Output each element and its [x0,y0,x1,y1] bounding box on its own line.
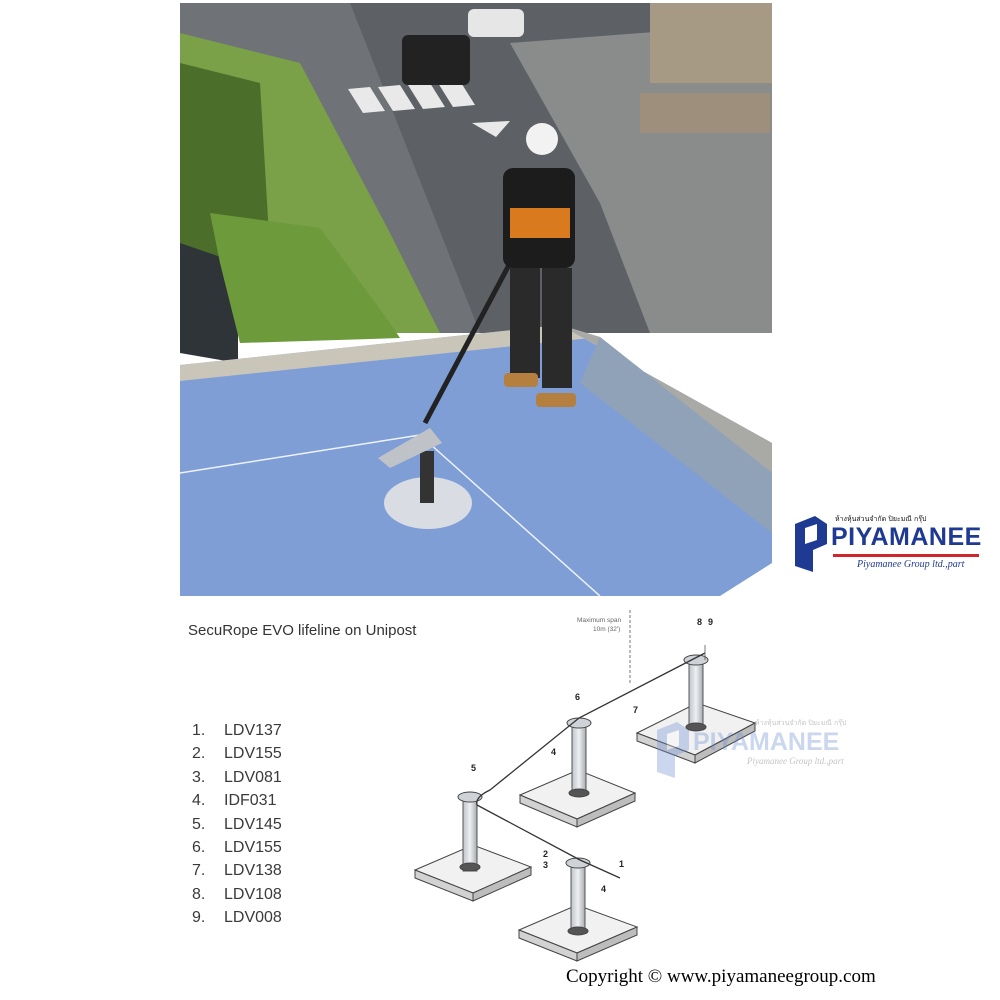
hero-photo [180,3,772,596]
list-item: 9. LDV008 [192,909,282,927]
logo-thai-text: ห้างหุ้นส่วนจำกัด ปิยะมณี กรุ๊ป [835,515,927,523]
callout-6: 6 [575,692,581,702]
logo-underline [833,554,979,557]
callout-4-upper: 4 [551,747,557,757]
logo-subtitle: Piyamanee Group ltd.,part [857,559,965,570]
span-label-1: Maximum span [577,617,622,624]
list-item: 7. LDV138 [192,862,282,880]
list-item: 6. LDV155 [192,838,282,856]
callout-9: 9 [708,617,714,627]
list-item: 2. LDV155 [192,745,282,763]
watermark-mark-icon [655,722,689,778]
callout-1: 1 [619,859,625,869]
callout-7: 7 [633,705,639,715]
logo-name: PIYAMANEE [831,523,982,551]
list-item: 8. LDV108 [192,885,282,903]
callout-2: 2 [543,849,549,859]
callout-3: 3 [543,860,549,870]
list-item: 3. LDV081 [192,768,282,786]
parts-list [192,722,282,933]
brand-logo [793,514,983,574]
watermark-subtitle: Piyamanee Group ltd.,part [747,756,844,766]
watermark-name: PIYAMANEE [693,728,840,756]
list-item: 5. LDV145 [192,815,282,833]
copyright-text: Copyright © www.piyamaneegroup.com [566,966,876,987]
span-label-2: 10m (32') [593,626,621,633]
lifeline-diagram [405,605,855,975]
callout-5: 5 [471,763,477,773]
list-item: 1. LDV137 [192,722,282,739]
list-item: 4. IDF031 [192,792,277,810]
product-title: SecuRope EVO lifeline on Unipost [188,622,417,639]
watermark-logo [655,718,845,778]
callout-8: 8 [697,617,703,627]
callout-4-lower: 4 [601,884,607,894]
logo-mark-icon [793,516,827,572]
watermark-thai-text: ห้างหุ้นส่วนจำกัด ปิยะมณี กรุ๊ป [755,719,847,727]
